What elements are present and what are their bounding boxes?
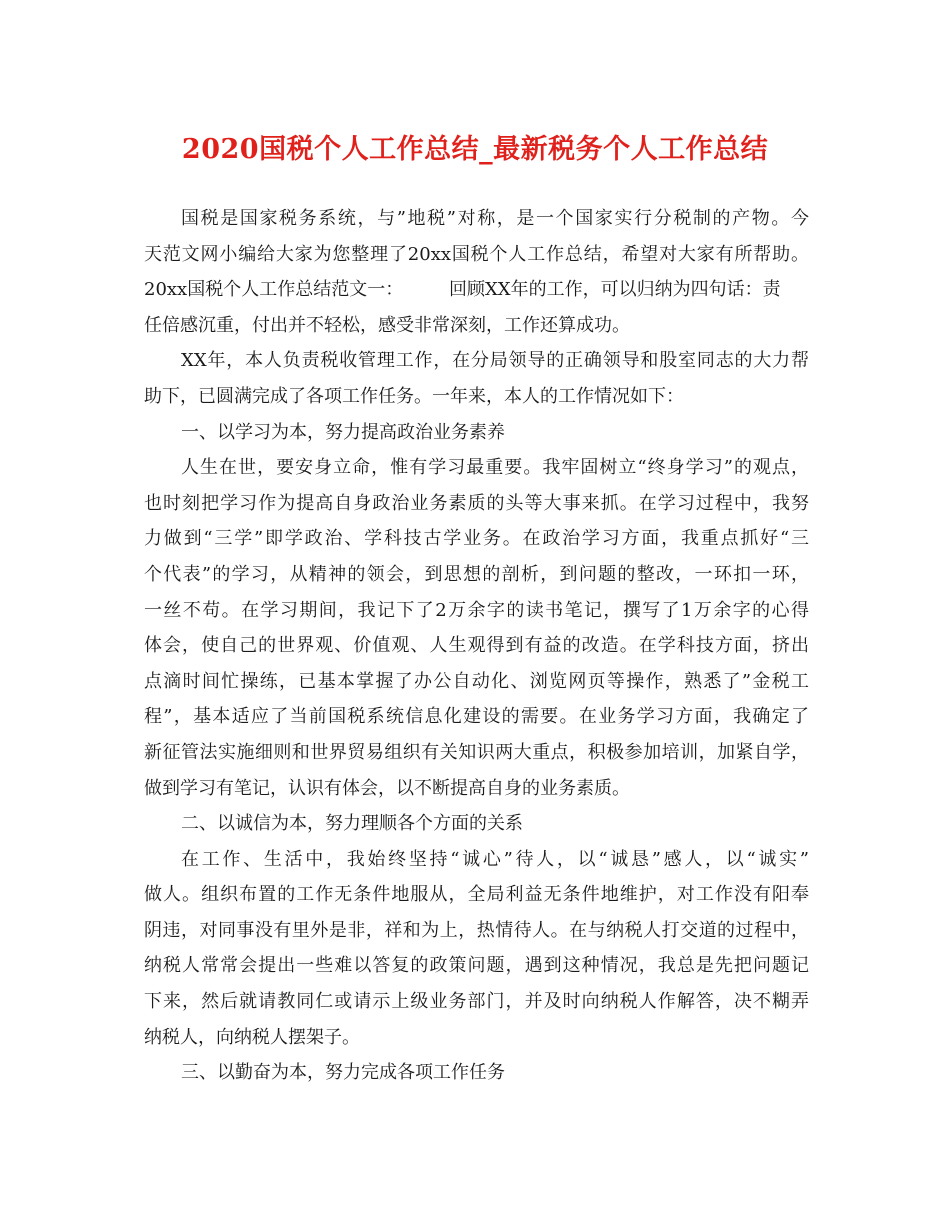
body-text-line: 力做到“三学”即学政治、学科技古学业务。在政治学习方面，我重点抓好“三 (144, 528, 809, 550)
body-text-line: 人生在世，要安身立命，惟有学习最重要。我牢固树立“终身学习”的观点， (181, 457, 809, 479)
body-text-line: XX年，本人负责税收管理工作，在分局领导的正确领导和股室同志的大力帮 (181, 350, 809, 372)
body-text-line: 下来，然后就请教同仁或请示上级业务部门，并及时向纳税人作解答，决不糊弄 (144, 991, 809, 1013)
document-title: 2020国税个人工作总结_最新税务个人工作总结 (181, 134, 769, 165)
body-text-line: 助下，已圆满完成了各项工作任务。一年来，本人的工作情况如下： (144, 385, 684, 407)
body-text-line: 二、以诚信为本，努力理顺各个方面的关系 (181, 813, 523, 835)
body-text-line: 点滴时间忙操练，已基本掌握了办公自动化、浏览网页等操作，熟悉了”金税工 (144, 670, 809, 692)
body-text-line: 一、以学习为本，努力提高政治业务素养 (181, 421, 505, 443)
body-text-line: 阴违，对同事没有里外是非，祥和为上，热情待人。在与纳税人打交道的过程中， (144, 919, 809, 941)
body-text-line: 天范文网小编给大家为您整理了20xx国税个人工作总结，希望对大家有所帮助。 (144, 243, 809, 265)
body-text-line: 也时刻把学习作为提高自身政治业务素质的头等大事来抓。在学习过程中，我努 (144, 492, 809, 514)
body-text-line: 20xx国税个人工作总结范文一： 回顾XX年的工作，可以归纳为四句话：责 (144, 279, 781, 301)
body-text-line: 在工作、生活中，我始终坚持“诚心”待人，以“诚恳”感人，以“诚实” (181, 848, 809, 870)
body-text-line: 三、以勤奋为本，努力完成各项工作任务 (181, 1062, 505, 1084)
body-text-line: 做到学习有笔记，认识有体会，以不断提高自身的业务素质。 (144, 777, 630, 799)
body-text-line: 个代表”的学习，从精神的领会，到思想的剖析，到问题的整改，一环扣一环， (144, 563, 809, 585)
body-text-line: 新征管法实施细则和世界贸易组织有关知识两大重点，积极参加培训，加紧自学， (144, 741, 809, 763)
body-text-line: 做人。组织布置的工作无条件地服从，全局利益无条件地维护，对工作没有阳奉 (144, 884, 809, 906)
body-text-line: 任倍感沉重，付出并不轻松，感受非常深刻，工作还算成功。 (144, 314, 630, 336)
body-text-line: 纳税人常常会提出一些难以答复的政策问题，遇到这种情况，我总是先把问题记 (144, 955, 809, 977)
body-text-line: 体会，使自己的世界观、价值观、人生观得到有益的改造。在学科技方面，挤出 (144, 635, 809, 657)
body-text-line: 一丝不苟。在学习期间，我记下了2万余字的读书笔记，撰写了1万余字的心得 (144, 599, 809, 621)
body-text-line: 纳税人，向纳税人摆架子。 (144, 1026, 360, 1048)
body-text-line: 国税是国家税务系统，与”地税”对称，是一个国家实行分税制的产物。今 (181, 208, 809, 229)
body-text-line: 程”，基本适应了当前国税系统信息化建设的需要。在业务学习方面，我确定了 (144, 706, 809, 728)
document-body (144, 201, 809, 1091)
